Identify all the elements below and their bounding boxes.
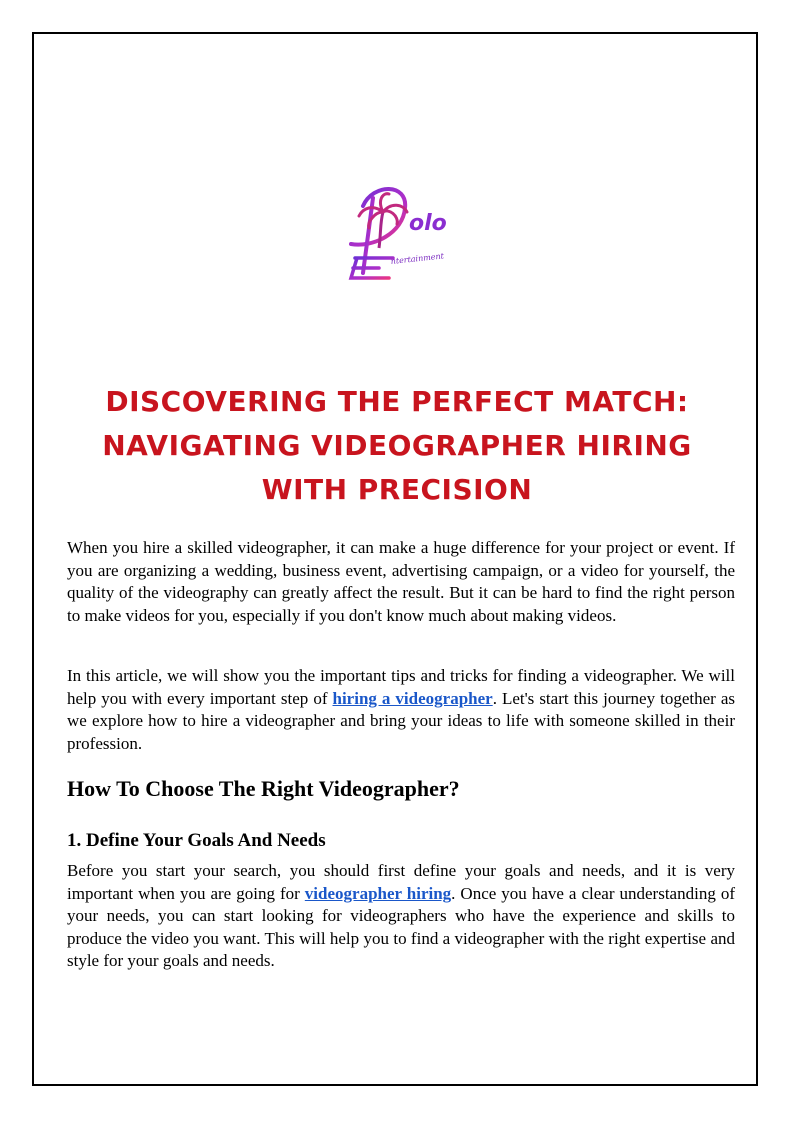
videographer-hiring-link[interactable]: videographer hiring: [304, 883, 452, 903]
logo-graphic: [333, 178, 469, 288]
paragraph-text: . Let's start this journey together as we explore how to hire a videographer and bring your ideas to life with someone skilled in their profession.: [67, 688, 735, 753]
subsection-heading: 1. Define Your Goals And Needs: [67, 830, 326, 851]
hiring-a-videographer-link[interactable]: hiring a videographer: [332, 688, 493, 708]
paragraph-text: . Once you have a clear understanding of your needs, you can start looking for videographers who have the experience and skills to produce the video you want. This will help you to find a videographer with the right expertise and style for your goals and needs.: [67, 883, 735, 970]
article-paragraph: [67, 665, 735, 755]
paragraph-text: Before you start your search, you should first define your goals and needs, and it is very important when you are going for: [67, 861, 735, 903]
intro-paragraph: When you hire a skilled videographer, it can make a huge difference for your project or event. If you are organizing a wedding, business event, advertising campaign, or a video for yourself, the quality of the videography can greatly affect the result. But it can be hard to find the right person to make videos for you, especially if you don't know much about making videos.: [67, 538, 735, 625]
page-title: DISCOVERING THE PERFECT MATCH: NAVIGATING VIDEOGRAPHER HIRING WITH PRECISION: [102, 385, 692, 506]
paragraph-text: In this article, we will show you the important tips and tricks for finding a videographer. We will help you with every important step of: [67, 666, 735, 708]
goals-paragraph: [67, 860, 735, 973]
svg-text:ntertainment: ntertainment: [390, 251, 445, 266]
section-heading: How To Choose The Right Videographer?: [67, 776, 460, 801]
dolo-entertainment-logo: [333, 178, 469, 288]
logo-wordmark: olo: [409, 211, 447, 236]
